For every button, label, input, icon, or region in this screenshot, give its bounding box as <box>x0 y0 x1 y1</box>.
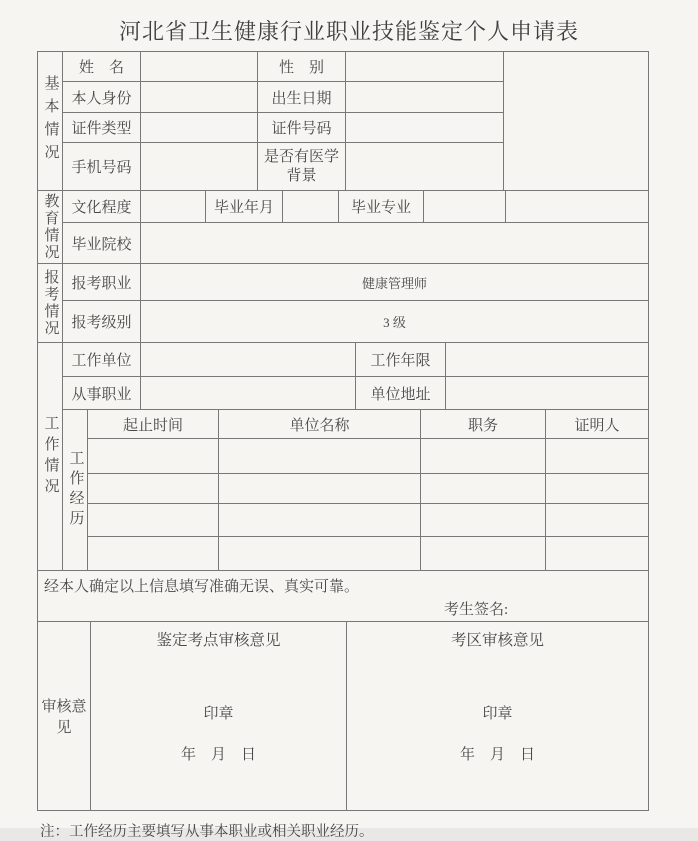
review-district-date-label: 年 月 日 <box>459 747 535 763</box>
experience-position-cell <box>421 504 546 537</box>
experience-row <box>38 537 649 571</box>
footnote: 注：工作经历主要填写从事本职业或相关职业经历。 <box>40 824 374 840</box>
section-work-label: 工作情况 <box>42 414 59 499</box>
photo-cell <box>504 52 649 191</box>
employer-address-value-cell <box>446 377 649 410</box>
education-level-label: 文化程度 <box>63 191 141 223</box>
education-table <box>37 190 649 264</box>
experience-period-cell <box>88 474 219 504</box>
occupation-label: 从事职业 <box>63 377 141 410</box>
apply-occupation-value: 健康管理师 <box>141 264 649 301</box>
school-value-cell <box>141 223 649 264</box>
confirmation-table <box>37 570 649 622</box>
experience-company-cell <box>219 537 421 571</box>
section-basic-info-label: 基本情况 <box>42 75 59 167</box>
section-review-label: 审核意见 <box>38 622 91 811</box>
section-education-label: 教育情况 <box>42 193 59 261</box>
experience-label-cell <box>63 410 88 571</box>
phone-label: 手机号码 <box>63 143 141 191</box>
medical-background-label: 是否有医学背景 <box>258 143 346 191</box>
application-table <box>37 263 649 343</box>
apply-occupation-label: 报考职业 <box>63 264 141 301</box>
section-education <box>38 191 63 264</box>
section-apply <box>38 264 63 343</box>
review-district-seal-label: 印章 <box>482 706 513 722</box>
review-district-header: 考区审核意见 <box>450 632 544 649</box>
work-table <box>37 342 649 571</box>
review-table <box>37 621 649 811</box>
graduation-date-label: 毕业年月 <box>206 191 283 223</box>
experience-header-position: 职务 <box>421 410 546 439</box>
experience-period-cell <box>88 504 219 537</box>
confirmation-statement: 经本人确定以上信息填写准确无误、真实可靠。 <box>44 579 360 595</box>
experience-company-cell <box>219 474 421 504</box>
experience-witness-cell <box>546 537 649 571</box>
graduation-date-value-cell <box>283 191 339 223</box>
section-basic-info <box>38 52 63 191</box>
experience-company-cell <box>219 504 421 537</box>
gender-label: 性 别 <box>258 52 346 82</box>
section-apply-label: 报考情况 <box>42 269 59 337</box>
education-extra-cell <box>506 191 649 223</box>
id-number-value-cell <box>346 113 504 143</box>
review-district-cell <box>347 622 649 811</box>
experience-period-cell <box>88 439 219 474</box>
identity-value-cell <box>141 82 258 113</box>
basic-info-table <box>37 51 649 191</box>
confirmation-cell <box>38 571 649 622</box>
school-label: 毕业院校 <box>63 223 141 264</box>
identity-label: 本人身份 <box>63 82 141 113</box>
name-label: 姓 名 <box>63 52 141 82</box>
employer-address-label: 单位地址 <box>356 377 446 410</box>
employer-value-cell <box>141 343 356 377</box>
occupation-value-cell <box>141 377 356 410</box>
experience-position-cell <box>421 474 546 504</box>
work-years-value-cell <box>446 343 649 377</box>
id-type-label: 证件类型 <box>63 113 141 143</box>
apply-level-value: 3 级 <box>141 301 649 343</box>
experience-witness-cell <box>546 504 649 537</box>
major-label: 毕业专业 <box>339 191 424 223</box>
review-site-seal-label: 印章 <box>203 706 234 722</box>
gender-value-cell <box>346 52 504 82</box>
major-value-cell <box>424 191 506 223</box>
phone-value-cell <box>141 143 258 191</box>
review-site-cell <box>91 622 347 811</box>
id-type-value-cell <box>141 113 258 143</box>
birthdate-label: 出生日期 <box>258 82 346 113</box>
experience-row <box>38 474 649 504</box>
medical-background-value-cell <box>346 143 504 191</box>
experience-header-witness: 证明人 <box>546 410 649 439</box>
experience-position-cell <box>421 537 546 571</box>
experience-period-cell <box>88 537 219 571</box>
candidate-signature-label: 考生签名: <box>444 602 509 618</box>
section-work <box>38 343 63 571</box>
review-site-date-label: 年 月 日 <box>180 747 256 763</box>
experience-row <box>38 504 649 537</box>
experience-witness-cell <box>546 474 649 504</box>
apply-level-label: 报考级别 <box>63 301 141 343</box>
experience-label: 工作经历 <box>67 450 84 530</box>
id-number-label: 证件号码 <box>258 113 346 143</box>
review-site-header: 鉴定考点审核意见 <box>156 632 281 649</box>
education-level-value-cell <box>141 191 206 223</box>
experience-row <box>38 439 649 474</box>
name-value-cell <box>141 52 258 82</box>
experience-position-cell <box>421 439 546 474</box>
birthdate-value-cell <box>346 82 504 113</box>
experience-header-company: 单位名称 <box>219 410 421 439</box>
experience-company-cell <box>219 439 421 474</box>
employer-label: 工作单位 <box>63 343 141 377</box>
experience-witness-cell <box>546 439 649 474</box>
page-title: 河北省卫生健康行业职业技能鉴定个人申请表 <box>118 19 579 44</box>
experience-header-period: 起止时间 <box>88 410 219 439</box>
work-years-label: 工作年限 <box>356 343 446 377</box>
